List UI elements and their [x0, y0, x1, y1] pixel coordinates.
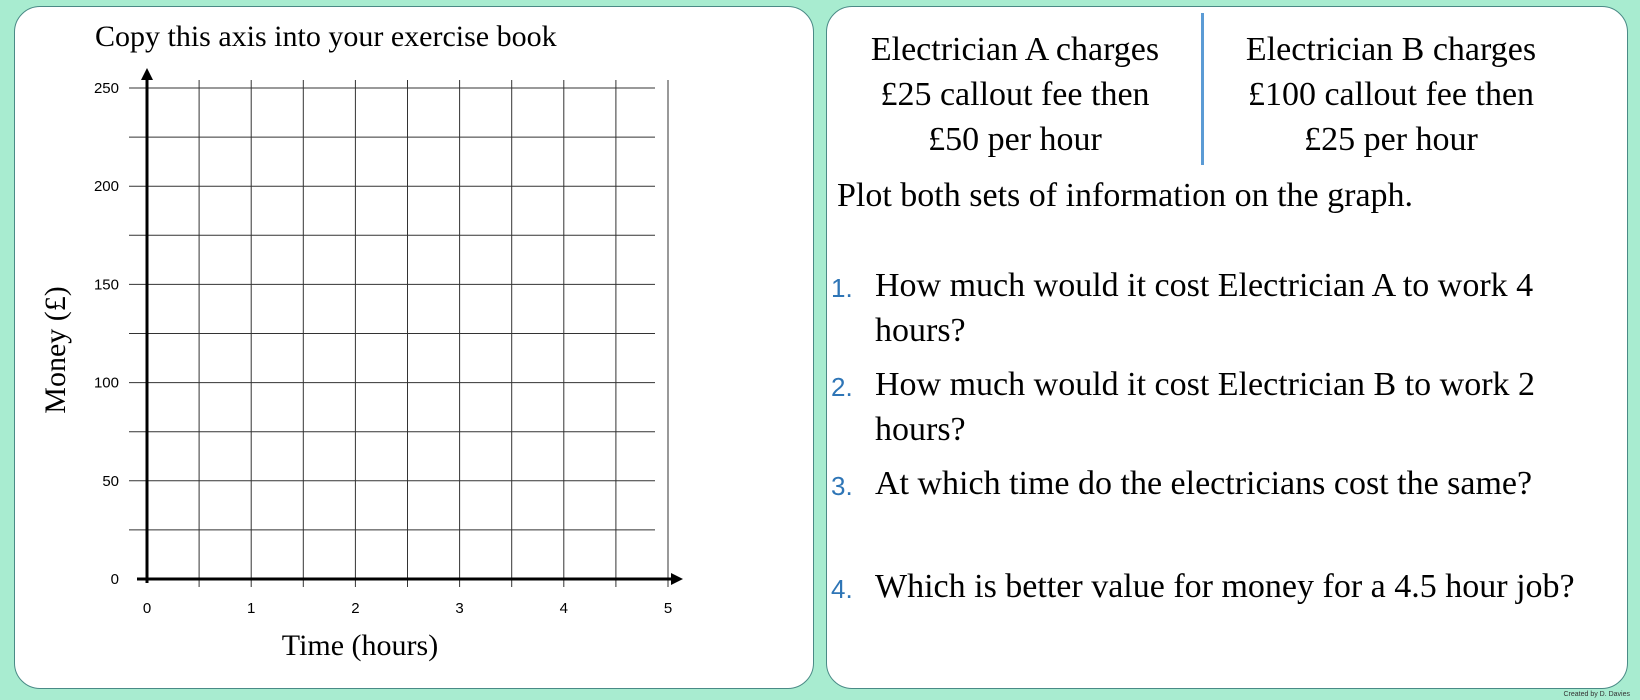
- x-tick-label: 1: [247, 600, 256, 617]
- y-tick-label: 250: [93, 80, 119, 97]
- question-number: 2.: [831, 372, 853, 402]
- x-axis-arrow: [671, 573, 683, 585]
- question-4: [831, 564, 1601, 609]
- question-number: 3.: [831, 471, 853, 501]
- questions-panel: [826, 6, 1628, 689]
- question-text: At which time do the electricians cost the same?: [875, 465, 1533, 502]
- question-1: [831, 263, 1601, 353]
- x-tick-label: 0: [142, 600, 152, 617]
- charge-b-line: £25 per hour: [1304, 121, 1478, 158]
- charge-a-line: Electrician A charges: [870, 31, 1160, 68]
- charge-a-line: £50 per hour: [928, 121, 1102, 158]
- graph-panel: [14, 6, 814, 689]
- x-tick-label: 5: [663, 600, 673, 617]
- question-number: 4.: [831, 574, 853, 604]
- axis-chart: [15, 7, 815, 690]
- divider: [1201, 13, 1204, 165]
- x-tick-label: 3: [455, 600, 464, 617]
- charge-b-line: £100 callout fee then: [1247, 76, 1535, 113]
- x-tick-label: 2: [351, 600, 360, 617]
- x-axis-label: Time (hours): [281, 629, 439, 662]
- question-3: [831, 461, 1601, 506]
- panel-title: Copy this axis into your exercise book: [95, 20, 557, 53]
- question-2: [831, 362, 1601, 452]
- question-text: Which is better value for money for a 4.5 hour job?: [875, 568, 1575, 605]
- y-tick-label: 50: [102, 472, 119, 490]
- y-tick-label: 100: [93, 374, 119, 392]
- charge-a-line: £25 callout fee then: [880, 76, 1150, 113]
- y-tick-label: 200: [93, 178, 119, 196]
- y-tick-label: 0: [110, 571, 119, 588]
- question-text: How much would it cost Electrician B to work 2 hours?: [875, 366, 1536, 448]
- y-axis-label: Money (£): [39, 286, 72, 414]
- electrician-b-charges: [1211, 27, 1571, 162]
- charge-b-line: Electrician B charges: [1245, 31, 1537, 68]
- credit: Created by D. Davies: [1563, 691, 1630, 698]
- y-tick-label: 150: [93, 276, 119, 294]
- question-text: How much would it cost Electrician A to work 4 hours?: [875, 267, 1534, 349]
- electrician-a-charges: [835, 27, 1195, 162]
- question-number: 1.: [831, 273, 853, 303]
- y-axis-arrow: [141, 68, 153, 80]
- x-tick-label: 4: [559, 600, 568, 617]
- instruction: Plot both sets of information on the graph.: [837, 177, 1414, 214]
